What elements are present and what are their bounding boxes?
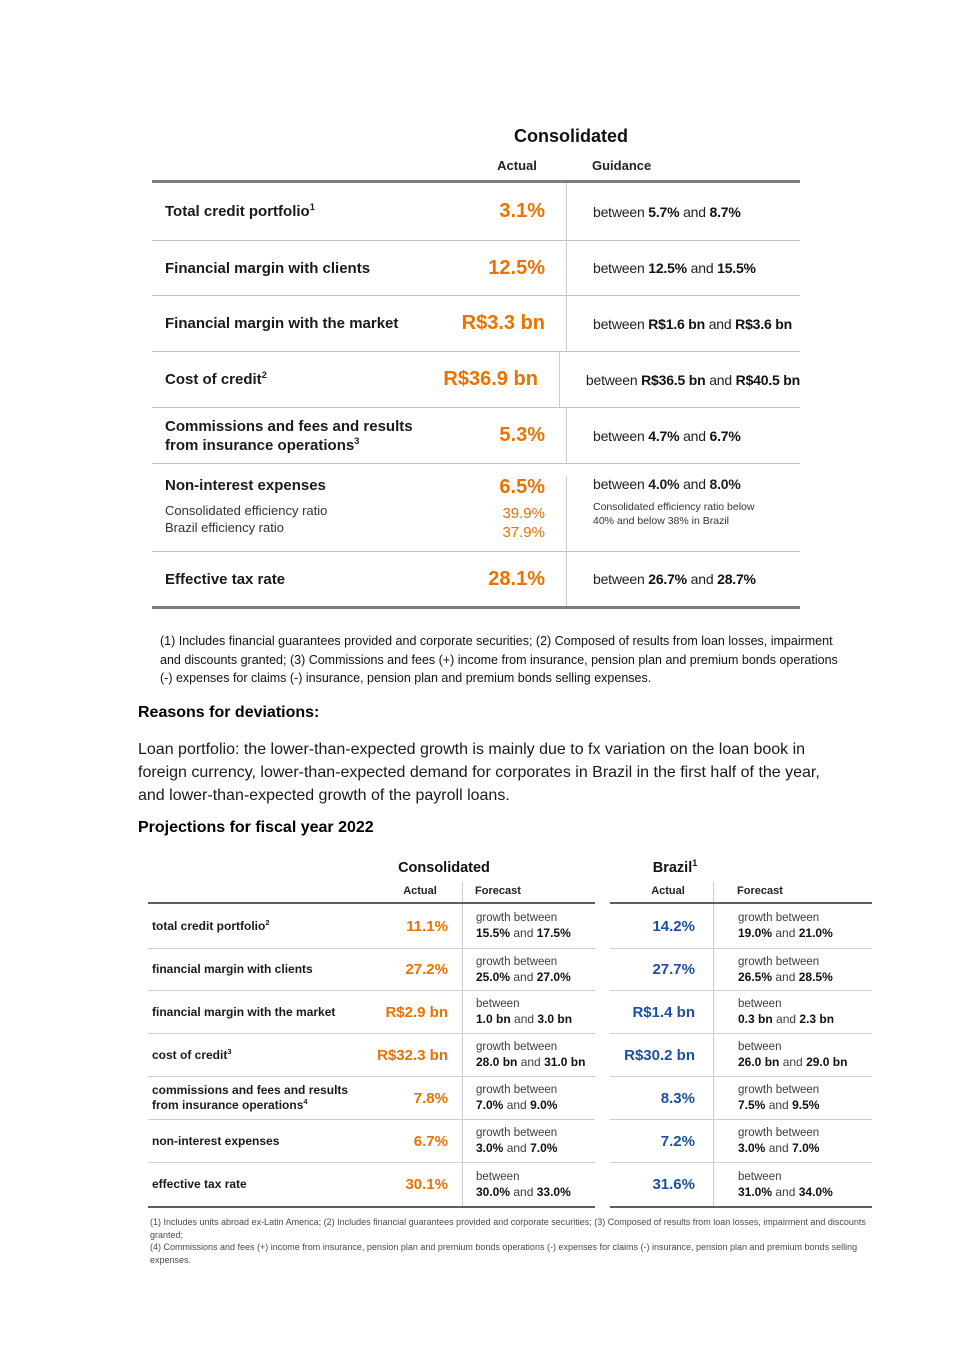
- row-label: Non-interest expenses Consolidated efficiency ratio Brazil efficiency ratio: [152, 476, 440, 536]
- table-row: [148, 990, 595, 1033]
- guidance-table: [152, 118, 800, 638]
- projections-table: [148, 858, 872, 1258]
- actual-value: 11.1%: [406, 917, 448, 935]
- col-forecast: Forecast: [475, 885, 521, 897]
- table-row: [152, 183, 800, 240]
- actual-value: 27.7%: [652, 961, 695, 978]
- table2-footnote: (1) Includes units abroad ex-Latin America; (2) Includes financial guarantees provided and corporate securities; (3) Composed of results from loan losses, impairment and discounts granted; (4) Commissions and fees (+) income from insurance, pension plan and premium bonds operations (-) expenses for claims (-) insurance, pension plan and premium bonds selling expenses.: [150, 1217, 866, 1265]
- actual-value: R$1.4 bn: [632, 1003, 695, 1021]
- table-row: [610, 990, 872, 1033]
- actual-values: 6.5% 39.9% 37.9%: [499, 476, 545, 541]
- forecast-text: growth between 25.0% and 27.0%: [462, 949, 595, 990]
- guidance-note: Consolidated efficiency ratio below 40% and below 38% in Brazil: [593, 501, 755, 527]
- row-label: total credit portfolio$^2$: [152, 917, 270, 933]
- actual-value: R$2.9 bn: [385, 1003, 448, 1021]
- actual-value: 8.3%: [660, 1089, 695, 1107]
- actual-value: 7.8%: [413, 1089, 448, 1107]
- deviation-paragraph: Loan portfolio: the lower-than-expected growth is mainly due to fx variation on the loan book in foreign currency, lower-than-expected demand for corporates in Brazil in the first half of the year, and lower-than-expected growth of the payroll loans.: [138, 741, 820, 804]
- table1-col-guidance: Guidance: [592, 158, 652, 173]
- actual-value: R$36.9 bn: [443, 368, 538, 390]
- forecast-text: growth between 26.5% and 28.5%: [713, 949, 872, 990]
- table1-col-actual: Actual: [497, 158, 537, 173]
- actual-value: 30.1%: [405, 1176, 448, 1193]
- table-row: [148, 904, 595, 948]
- row-label: cost of credit$^3$: [152, 1046, 232, 1062]
- guidance-text: between 26.7% and 28.7%: [566, 552, 800, 606]
- col-actual: Actual: [651, 885, 685, 897]
- row-label: non-interest expenses: [152, 1133, 280, 1148]
- table-row: [148, 948, 595, 990]
- forecast-text: between 31.0% and 34.0%: [713, 1163, 872, 1206]
- actual-value: 12.5%: [488, 256, 545, 279]
- sub-labels: Consolidated efficiency ratio Brazil efficiency ratio: [165, 503, 328, 535]
- row-label: financial margin with the market: [152, 1004, 336, 1019]
- table1-footnote: (1) Includes financial guarantees provided and corporate securities; (2) Composed of results from loan losses, impairment and discounts granted; (3) Commissions and fees (+) income from insurance, pension plan and premium bonds operations (-) expenses for claims (-) insurance, pension plan and premium bonds selling expenses.: [160, 634, 838, 685]
- table2-consolidated-body: [148, 902, 595, 1208]
- row-label: Effective tax rate: [165, 570, 286, 588]
- actual-value: 3.1%: [499, 200, 545, 222]
- forecast-text: growth between 7.5% and 9.5%: [713, 1077, 872, 1119]
- actual-value: 31.6%: [652, 1176, 695, 1193]
- row-label: effective tax rate: [152, 1177, 247, 1191]
- actual-value: R$32.3 bn: [377, 1046, 448, 1064]
- actual-value: R$30.2 bn: [624, 1046, 695, 1064]
- actual-value: 6.7%: [413, 1132, 448, 1150]
- forecast-text: between 30.0% and 33.0%: [462, 1163, 595, 1206]
- guidance-text: between R$1.6 bn and R$3.6 bn: [566, 296, 800, 351]
- table-row: [152, 551, 800, 606]
- table-row: [610, 948, 872, 990]
- table-row: [610, 1119, 872, 1162]
- table-row: [148, 1162, 595, 1206]
- reasons-heading: Reasons for deviations:: [138, 704, 320, 721]
- guidance-text: between 4.7% and 6.7%: [566, 408, 800, 463]
- row-label: Cost of credit$^2$: [165, 370, 267, 388]
- table-row: [148, 1119, 595, 1162]
- table-row: [152, 351, 800, 407]
- col-actual: Actual: [403, 885, 437, 897]
- table-row: [148, 1033, 595, 1076]
- table-row: [152, 463, 800, 551]
- table-row: [152, 407, 800, 463]
- guidance-text: between 4.0% and 8.0% Consolidated efficiency ratio below 40% and below 38% in Brazil: [566, 476, 800, 551]
- row-label: financial margin with clients: [152, 962, 313, 976]
- forecast-text: growth between 3.0% and 7.0%: [462, 1120, 595, 1162]
- row-label: commissions and fees and results from insurance operations$^4$: [152, 1083, 349, 1112]
- actual-value: 28.1%: [488, 567, 545, 590]
- table2-consolidated-title: Consolidated: [398, 860, 490, 876]
- projections-heading: Projections for fiscal year 2022: [138, 819, 374, 836]
- row-label: Commissions and fees and results from insurance operations$^3$: [165, 417, 413, 454]
- forecast-text: between 1.0 bn and 3.0 bn: [462, 991, 595, 1033]
- table-row: [152, 240, 800, 295]
- table2-brazil-title: Brazil$^1$: [652, 858, 698, 876]
- forecast-text: growth between 15.5% and 17.5%: [462, 904, 595, 948]
- actual-value: R$3.3 bn: [461, 312, 545, 334]
- forecast-text: growth between 28.0 bn and 31.0 bn: [462, 1034, 595, 1076]
- actual-value: 14.2%: [652, 917, 695, 935]
- forecast-text: between 26.0 bn and 29.0 bn: [713, 1034, 872, 1076]
- table1-title: Consolidated: [513, 126, 628, 146]
- row-label: Total credit portfolio$^1$: [165, 202, 315, 220]
- table-row: [148, 1076, 595, 1119]
- guidance-text: between 12.5% and 15.5%: [566, 241, 800, 295]
- actual-value: 27.2%: [405, 961, 448, 978]
- table-row: [610, 1076, 872, 1119]
- forecast-text: growth between 3.0% and 7.0%: [713, 1120, 872, 1162]
- table-row: [152, 295, 800, 351]
- forecast-text: between 0.3 bn and 2.3 bn: [713, 991, 872, 1033]
- row-label: Financial margin with the market: [165, 315, 399, 332]
- actual-value: 5.3%: [499, 424, 545, 446]
- header-divider: [462, 882, 463, 902]
- guidance-text: between R$36.5 bn and R$40.5 bn: [559, 352, 800, 407]
- forecast-text: growth between 19.0% and 21.0%: [713, 904, 872, 948]
- col-forecast: Forecast: [737, 885, 783, 897]
- forecast-text: growth between 7.0% and 9.0%: [462, 1077, 595, 1119]
- table1-body: [152, 180, 800, 609]
- actual-value: 7.2%: [660, 1132, 695, 1150]
- row-label: Financial margin with clients: [165, 259, 371, 277]
- header-divider: [713, 882, 714, 902]
- table-row: [610, 1033, 872, 1076]
- table2-brazil-body: [610, 902, 872, 1208]
- guidance-text: between 5.7% and 8.7%: [566, 183, 800, 240]
- table-row: [610, 1162, 872, 1206]
- table-row: [610, 904, 872, 948]
